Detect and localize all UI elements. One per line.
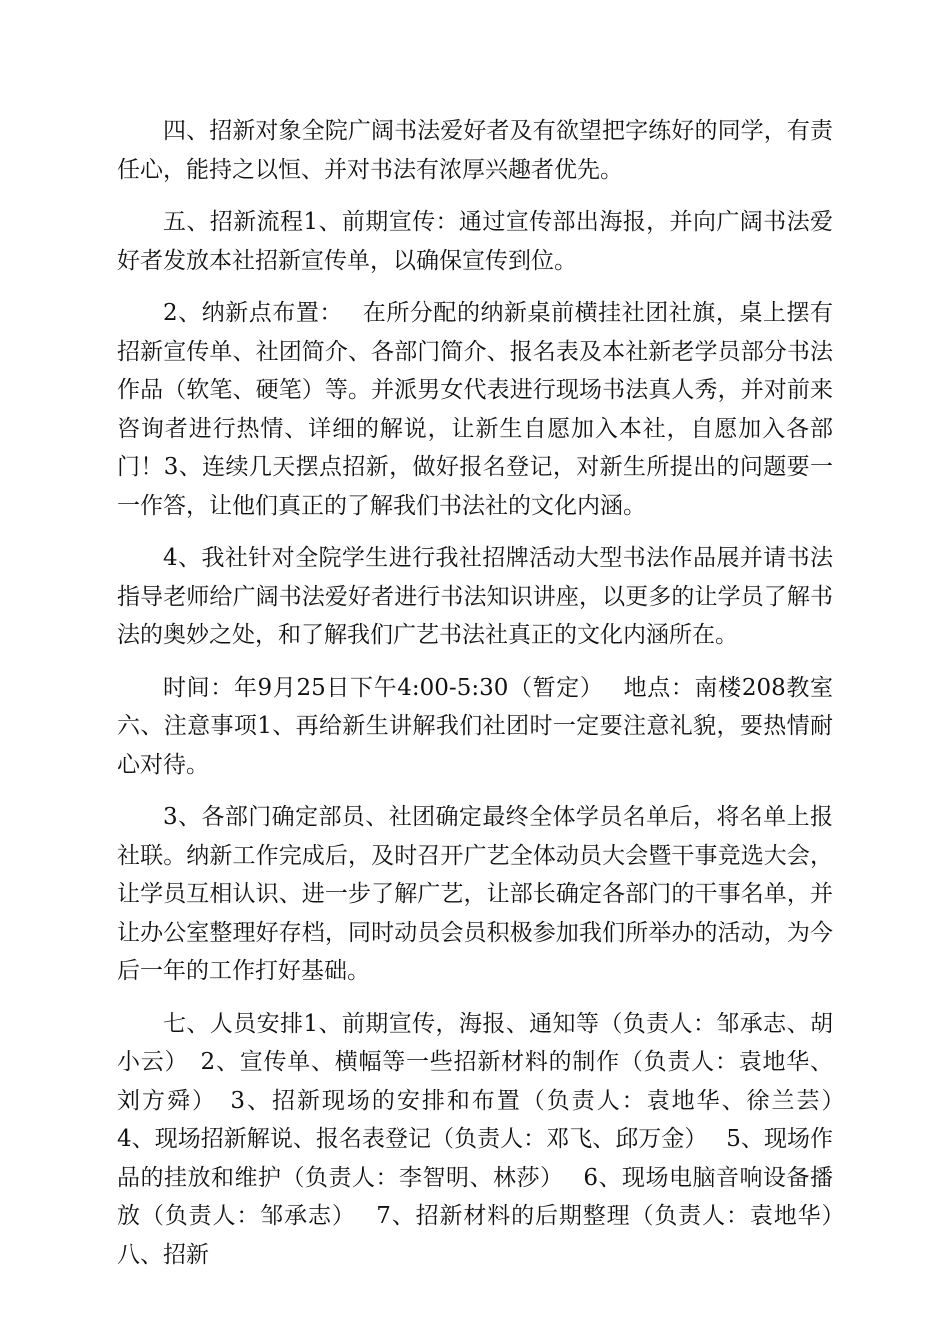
document-body	[117, 112, 864, 1288]
paragraph-staff-arrangement: 七、人员安排1、前期宣传，海报、通知等（负责人：邹承志、胡小云） 2、宣传单、横幅等一些招新材料的制作（负责人：袁地华、刘方舜） 3、招新现场的安排和布置（负责人：袁地华、徐兰芸） 4、现场招新解说、报名表登记（负责人：邓飞、邱万金） 5、现场作品的挂放和维护（负责人：李智明、林莎） 6、现场电脑音响设备播放（负责人：邹承志） 7、招新材料的后期整理（负责人：袁地华） 八、招新	[117, 1010, 864, 1268]
paragraph-recruit-process: 五、招新流程1、前期宣传：通过宣传部出海报，并向广阔书法爱好者发放本社招新宣传单，以确保宣传到位。	[117, 209, 833, 274]
paragraph-time-location: 时间：年9月25日下午4:00-5:30（暂定） 地点：南楼208教室六、注意事项1、再给新生讲解我们社团时一定要注意礼貌，要热情耐心对待。	[117, 674, 833, 778]
paragraph-member-confirmation: 3、各部门确定部员、社团确定最终全体学员名单后，将名单上报社联。纳新工作完成后，及时召开广艺全体动员大会暨干事竞选大会，让学员互相认识、进一步了解广艺，让部长确定各部门的干事名单，并让办公室整理好存档，同时动员会员积极参加我们所举办的活动，为今后一年的工作打好基础。	[117, 804, 833, 984]
paragraph-booth-setup: 2、纳新点布置： 在所分配的纳新桌前横挂社团社旗，桌上摆有招新宣传单、社团简介、各部门简介、报名表及本社新老学员部分书法作品（软笔、硬笔）等。并派男女代表进行现场书法真人秀，并对前来咨询者进行热情、详细的解说，让新生自愿加入本社，自愿加入各部门！3、连续几天摆点招新，做好报名登记，对新生所提出的问题要一一作答，让他们真正的了解我们书法社的文化内涵。	[117, 300, 833, 519]
paragraph-recruit-target: 四、招新对象全院广阔书法爱好者及有欲望把字练好的同学，有责任心，能持之以恒、并对书法有浓厚兴趣者优先。	[117, 118, 833, 183]
paragraph-exhibition-lecture: 4、我社针对全院学生进行我社招牌活动大型书法作品展并请书法指导老师给广阔书法爱好者进行书法知识讲座，以更多的让学员了解书法的奥妙之处，和了解我们广艺书法社真正的文化内涵所在。	[117, 545, 833, 648]
